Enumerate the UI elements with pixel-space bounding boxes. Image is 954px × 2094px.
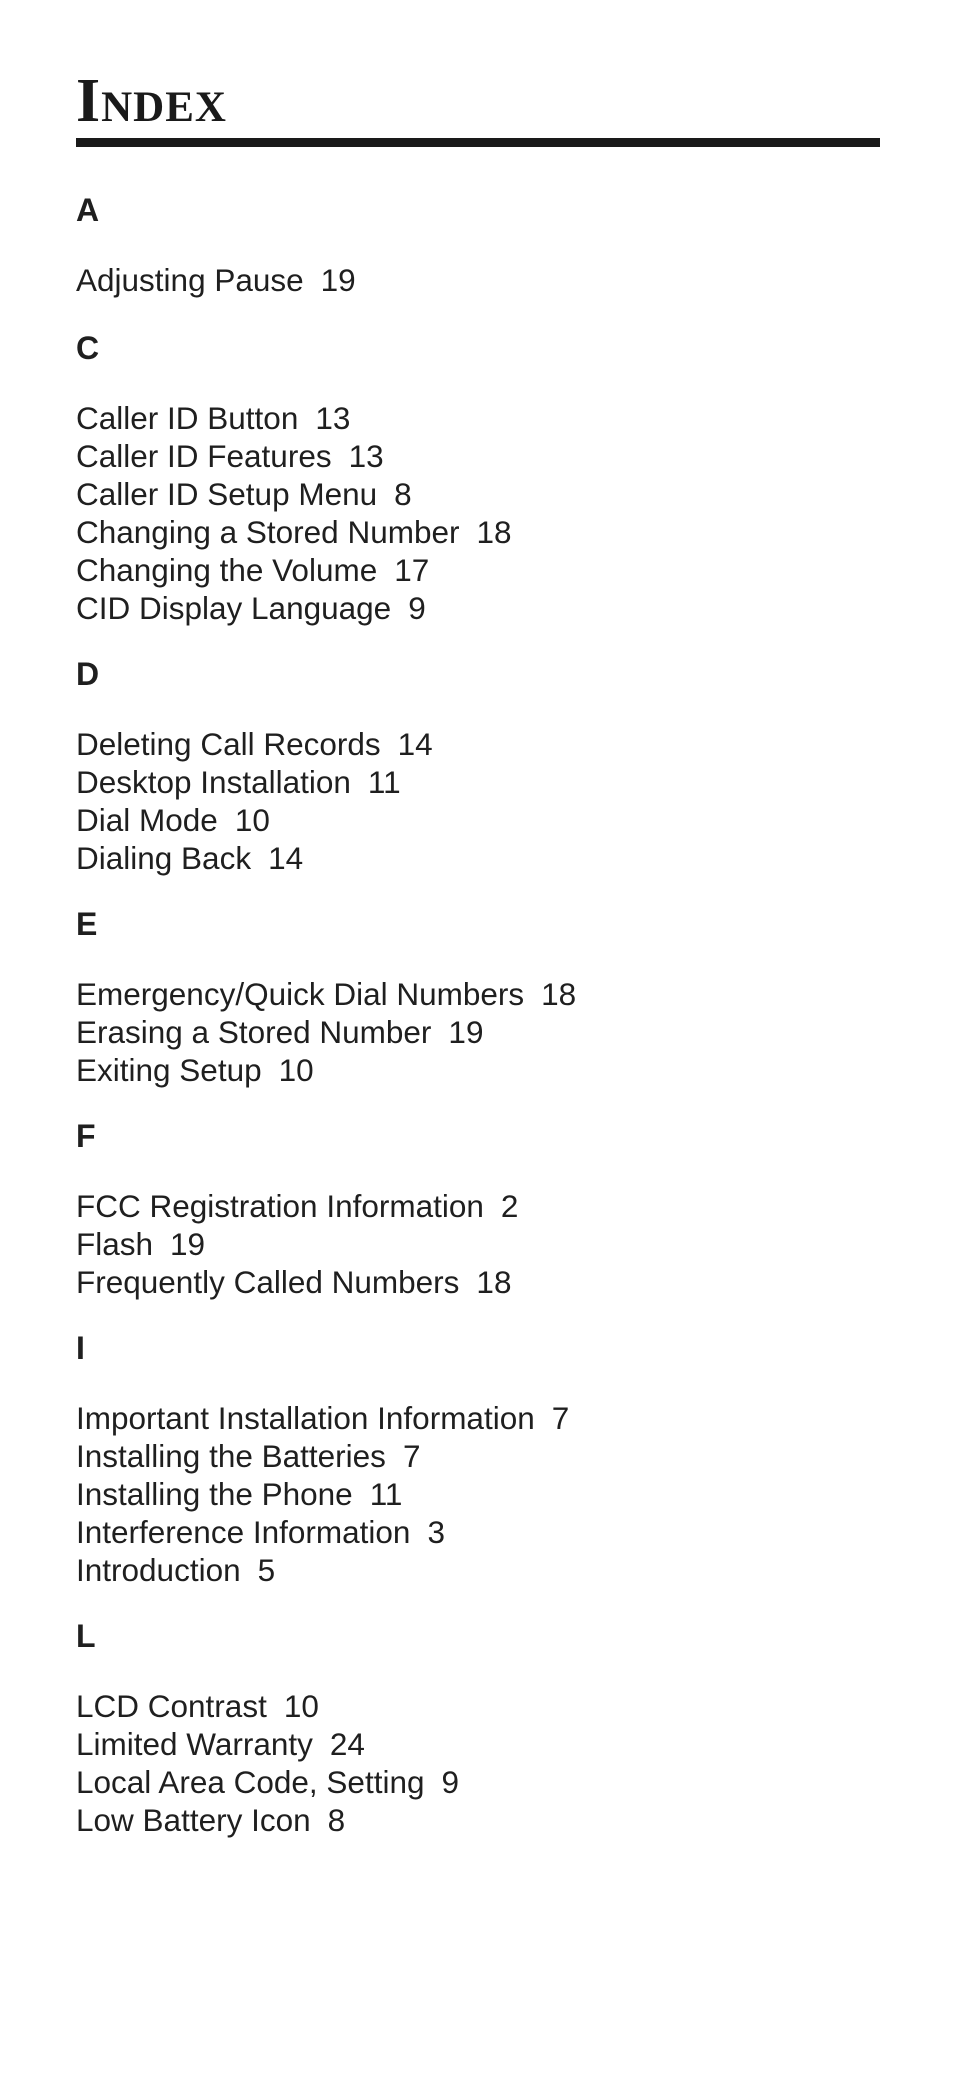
entry-term: Frequently Called Numbers [76, 1264, 460, 1300]
index-section-d [76, 655, 880, 877]
index-entry [76, 1725, 880, 1763]
entry-term: Installing the Phone [76, 1476, 353, 1512]
entry-term: Changing a Stored Number [76, 514, 460, 550]
entry-term: Local Area Code, Setting [76, 1764, 425, 1800]
index-entry [76, 1399, 880, 1437]
index-entry [76, 1225, 880, 1263]
entry-page: 10 [278, 1052, 314, 1088]
entry-page: 10 [234, 802, 270, 838]
index-entry [76, 1687, 880, 1725]
entry-term: Emergency/Quick Dial Numbers [76, 976, 525, 1012]
index-entry [76, 1187, 880, 1225]
entry-page: 14 [397, 726, 433, 762]
index-page [76, 67, 880, 1839]
entry-term: Deleting Call Records [76, 726, 381, 762]
index-entry [76, 725, 880, 763]
section-letter: L [76, 1618, 96, 1654]
entry-term: Dial Mode [76, 802, 218, 838]
entry-page: 11 [369, 1476, 403, 1512]
index-entry [76, 589, 880, 627]
index-entry [76, 551, 880, 589]
entry-list [76, 1187, 880, 1301]
index-entry [76, 763, 880, 801]
entry-page: 13 [315, 400, 351, 436]
index-entry [76, 261, 880, 299]
entry-page: 19 [170, 1226, 206, 1262]
entry-page: 2 [500, 1188, 519, 1224]
entry-term: Caller ID Setup Menu [76, 476, 378, 512]
entry-term: Interference Information [76, 1514, 411, 1550]
entry-page: 18 [476, 514, 512, 550]
entry-page: 8 [327, 1802, 346, 1838]
index-section-f [76, 1117, 880, 1301]
entry-list [76, 725, 880, 877]
index-entry [76, 1263, 880, 1301]
index-entry [76, 839, 880, 877]
entry-page: 5 [257, 1552, 276, 1588]
entry-page: 13 [348, 438, 384, 474]
section-letter: A [76, 192, 100, 228]
entry-term: Desktop Installation [76, 764, 351, 800]
index-entry [76, 1437, 880, 1475]
entry-page: 17 [394, 552, 430, 588]
entry-term: Changing the Volume [76, 552, 378, 588]
index-section-e [76, 905, 880, 1089]
index-entry [76, 475, 880, 513]
entry-term: CID Display Language [76, 590, 392, 626]
entry-term: Important Installation Information [76, 1400, 535, 1436]
entry-term: Dialing Back [76, 840, 252, 876]
entry-page: 7 [551, 1400, 570, 1436]
entry-term: Limited Warranty [76, 1726, 313, 1762]
index-entry [76, 399, 880, 437]
index-entry [76, 801, 880, 839]
index-entry [76, 1551, 880, 1589]
entry-page: 7 [402, 1438, 421, 1474]
index-entry [76, 975, 880, 1013]
entry-page: 19 [448, 1014, 484, 1050]
index-entry [76, 513, 880, 551]
entry-page: 14 [268, 840, 304, 876]
entry-term: Exiting Setup [76, 1052, 262, 1088]
entry-list [76, 1687, 880, 1839]
index-section-i [76, 1329, 880, 1589]
entry-term: Introduction [76, 1552, 241, 1588]
index-entry [76, 1763, 880, 1801]
entry-term: Installing the Batteries [76, 1438, 386, 1474]
index-entry [76, 1013, 880, 1051]
entry-page: 9 [441, 1764, 460, 1800]
entry-page: 3 [427, 1514, 445, 1550]
entry-term: LCD Contrast [76, 1688, 267, 1724]
index-entry [76, 437, 880, 475]
entry-term: FCC Registration Information [76, 1188, 484, 1224]
entry-list [76, 975, 880, 1089]
entry-page: 10 [283, 1688, 319, 1724]
section-letter: I [76, 1330, 85, 1366]
title-underline [76, 138, 880, 147]
entry-list [76, 1399, 880, 1589]
section-letter: E [76, 906, 98, 942]
entry-page: 8 [394, 476, 412, 512]
page-title: Index [76, 67, 227, 135]
entry-page: 19 [320, 262, 356, 298]
section-letter: D [76, 656, 100, 692]
entry-term: Adjusting Pause [76, 262, 304, 298]
index-entry [76, 1513, 880, 1551]
entry-term: Erasing a Stored Number [76, 1014, 432, 1050]
index-entry [76, 1051, 880, 1089]
entry-page: 9 [408, 590, 426, 626]
index-entry [76, 1475, 880, 1513]
section-letter: F [76, 1118, 96, 1154]
section-letter: C [76, 330, 100, 366]
entry-page: 24 [329, 1726, 365, 1762]
index-section-l [76, 1617, 880, 1839]
index-section-a [76, 191, 880, 299]
index-entry [76, 1801, 880, 1839]
index-section-c [76, 329, 880, 627]
entry-page: 18 [476, 1264, 512, 1300]
entry-term: Flash [76, 1226, 154, 1262]
entry-page: 11 [367, 764, 401, 800]
entry-list [76, 399, 880, 627]
entry-term: Caller ID Button [76, 400, 299, 436]
entry-term: Caller ID Features [76, 438, 332, 474]
entry-term: Low Battery Icon [76, 1802, 311, 1838]
entry-page: 18 [541, 976, 577, 1012]
entry-list [76, 261, 880, 299]
